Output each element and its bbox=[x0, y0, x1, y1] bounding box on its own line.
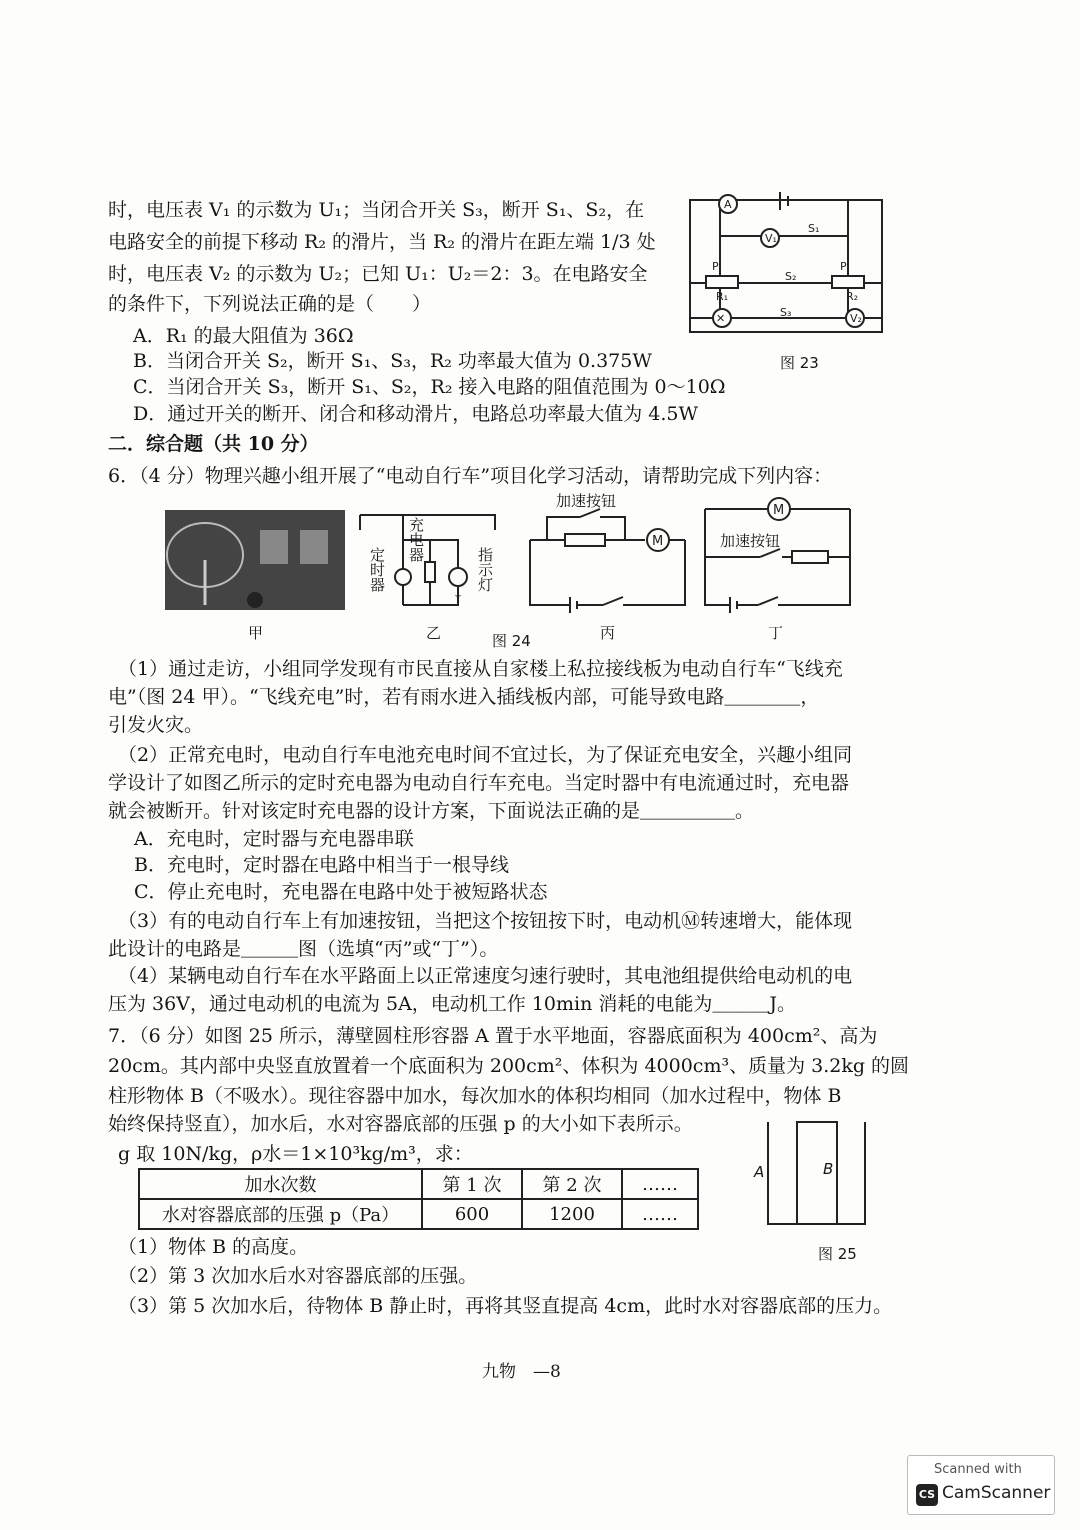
q6-sub2-line-3: 就会被断开。针对该定时充电器的设计方案，下面说法正确的是＿＿＿＿＿。 bbox=[108, 800, 755, 822]
figure-24-ding-circuit bbox=[700, 495, 855, 615]
table-cell: 1200 bbox=[522, 1199, 622, 1229]
q6-sub4-line-2: 压为 36V，通过电动机的电流为 5A，电动机工作 10min 消耗的电能为＿＿＿J。 bbox=[108, 993, 796, 1015]
q6-sub3-line-1: （3）有的电动自行车上有加速按钮，当把这个按钮按下时，电动机Ⓜ转速增大，能体现 bbox=[118, 910, 853, 932]
q7-stem-line-5: g 取 10N/kg，ρ水＝1×10³kg/m³，求： bbox=[118, 1143, 473, 1165]
table-header-cell: 第 2 次 bbox=[522, 1169, 622, 1199]
q6-sub1-line-3: 引发火灾。 bbox=[108, 714, 204, 736]
table-header-cell: 第 1 次 bbox=[422, 1169, 522, 1199]
charger-label: 充电器 bbox=[409, 516, 425, 564]
svg-text:⏚: ⏚ bbox=[453, 590, 463, 601]
q7-stem-line-3: 柱形物体 B（不吸水）。现往容器中加水，每次加水的体积均相同（加水过程中，物体 B bbox=[108, 1085, 842, 1107]
svg-text:S₃: S₃ bbox=[780, 306, 792, 319]
svg-text:M: M bbox=[652, 534, 664, 549]
q6-sub3-line-2: 此设计的电路是＿＿＿图（选填“丙”或“丁”）。 bbox=[108, 938, 499, 960]
q6-stem: 6．（4 分）物理兴趣小组开展了“电动自行车”项目化学习活动，请帮助完成下列内容： bbox=[108, 465, 833, 487]
camscanner-logo-icon: CS bbox=[916, 1484, 938, 1506]
svg-text:V₂: V₂ bbox=[850, 312, 862, 325]
q7-pressure-table bbox=[138, 1168, 699, 1230]
q7-stem-line-1: 7．（6 分）如图 25 所示，薄壁圆柱形容器 A 置于水平地面，容器底面积为 400cm²、高为 bbox=[108, 1025, 878, 1047]
accel-button-label-ding: 加速按钮 bbox=[720, 532, 781, 550]
figure-24-bing-label: 丙 bbox=[600, 624, 616, 642]
svg-text:P: P bbox=[840, 260, 847, 273]
q5-line-3: 时，电压表 V₂ 的示数为 U₂；已知 U₁：U₂＝2：3。在电路安全 bbox=[108, 263, 648, 285]
page-footer: 九物 —8 bbox=[482, 1362, 561, 1382]
svg-text:V₁: V₁ bbox=[765, 232, 777, 245]
svg-text:S₁: S₁ bbox=[808, 222, 820, 235]
figure-25-caption: 图 25 bbox=[818, 1245, 857, 1263]
camscanner-watermark bbox=[907, 1455, 1055, 1515]
scanner-caption: Scanned with bbox=[934, 1462, 1022, 1477]
q5-line-2: 电路安全的前提下移动 R₂ 的滑片，当 R₂ 的滑片在距左端 1/3 处 bbox=[108, 231, 656, 253]
svg-text:R₁: R₁ bbox=[716, 290, 729, 303]
q5-option-d: D．通过开关的断开、闭合和移动滑片，电路总功率最大值为 4.5W bbox=[133, 403, 699, 425]
section-2-title: 二．综合题（共 10 分） bbox=[108, 433, 319, 455]
table-cell: …… bbox=[622, 1199, 698, 1229]
figure-23-caption: 图 23 bbox=[780, 354, 819, 372]
q6-sub2-line-2: 学设计了如图乙所示的定时充电器为电动自行车充电。当定时器中有电流通过时，充电器 bbox=[108, 772, 850, 794]
figure-24-ding-label: 丁 bbox=[768, 624, 784, 642]
svg-text:M: M bbox=[773, 503, 785, 518]
table-row bbox=[139, 1169, 698, 1199]
q7-stem-line-2: 20cm。其内部中央竖直放置着一个底面积为 200cm²、体积为 4000cm³、质量为 3.2kg 的圆 bbox=[108, 1055, 910, 1077]
q6-sub1-line-1: （1）通过走访，小组同学发现有市民直接从自家楼上私拉接线板为电动自行车“飞线充 bbox=[118, 658, 843, 680]
timer-label: 定时器 bbox=[370, 546, 386, 594]
figure-24-jia-photo bbox=[165, 510, 345, 610]
figure-24-bing-circuit bbox=[525, 505, 690, 615]
svg-text:S₂: S₂ bbox=[785, 270, 797, 283]
scanner-brand: CamScanner bbox=[942, 1483, 1051, 1503]
q6-sub2-line-1: （2）正常充电时，电动自行车电池充电时间不宜过长，为了保证充电安全，兴趣小组同 bbox=[118, 744, 853, 766]
table-cell: 水对容器底部的压强 p（Pa） bbox=[139, 1199, 422, 1229]
figure-24-jia-label: 甲 bbox=[248, 624, 264, 642]
table-header-cell: 加水次数 bbox=[139, 1169, 422, 1199]
figure-25-label-b: B bbox=[823, 1160, 834, 1178]
q7-stem-line-4: 始终保持竖直），加水后，水对容器底部的压强 p 的大小如下表所示。 bbox=[108, 1113, 693, 1135]
q6-sub2-option-c: C．停止充电时，充电器在电路中处于被短路状态 bbox=[134, 881, 548, 903]
svg-text:P: P bbox=[712, 260, 719, 273]
q5-option-a: A．R₁ 的最大阻值为 36Ω bbox=[133, 325, 354, 347]
q7-question-1: （1）物体 B 的高度。 bbox=[118, 1236, 309, 1258]
figure-24-caption: 图 24 bbox=[492, 632, 531, 650]
accel-button-label-bing: 加速按钮 bbox=[556, 492, 617, 510]
q6-sub2-option-a: A．充电时，定时器与充电器串联 bbox=[134, 828, 414, 850]
q6-sub4-line-1: （4）某辆电动自行车在水平路面上以正常速度匀速行驶时，其电池组提供给电动机的电 bbox=[118, 965, 853, 987]
svg-text:A: A bbox=[724, 198, 732, 211]
figure-25-label-a: A bbox=[754, 1163, 765, 1181]
q7-question-3: （3）第 5 次加水后，待物体 B 静止时，再将其竖直提高 4cm，此时水对容器底部的压力。 bbox=[118, 1295, 893, 1317]
svg-text:✕: ✕ bbox=[716, 312, 726, 325]
q5-option-b: B．当闭合开关 S₂，断开 S₁、S₃，R₂ 功率最大值为 0.375W bbox=[133, 350, 652, 372]
table-header-cell: …… bbox=[622, 1169, 698, 1199]
svg-text:R₂: R₂ bbox=[846, 290, 859, 303]
q5-line-4: 的条件下，下列说法正确的是（ ） bbox=[108, 293, 432, 315]
figure-23-circuit bbox=[680, 188, 890, 373]
figure-24-yi-label: 乙 bbox=[426, 624, 442, 642]
q6-sub1-line-2: 电”（图 24 甲）。“飞线充电”时，若有雨水进入插线板内部，可能导致电路＿＿＿＿， bbox=[108, 686, 820, 708]
q5-option-c: C．当闭合开关 S₃，断开 S₁、S₂，R₂ 接入电路的阻值范围为 0～10Ω bbox=[133, 376, 726, 398]
indicator-label: 指示灯 bbox=[478, 546, 494, 594]
figure-25-container bbox=[765, 1120, 870, 1230]
table-row bbox=[139, 1199, 698, 1229]
q6-sub2-option-b: B．充电时，定时器在电路中相当于一根导线 bbox=[134, 854, 509, 876]
q5-line-1: 时，电压表 V₁ 的示数为 U₁；当闭合开关 S₃，断开 S₁、S₂，在 bbox=[108, 199, 645, 221]
table-cell: 600 bbox=[422, 1199, 522, 1229]
q7-question-2: （2）第 3 次加水后水对容器底部的压强。 bbox=[118, 1265, 478, 1287]
